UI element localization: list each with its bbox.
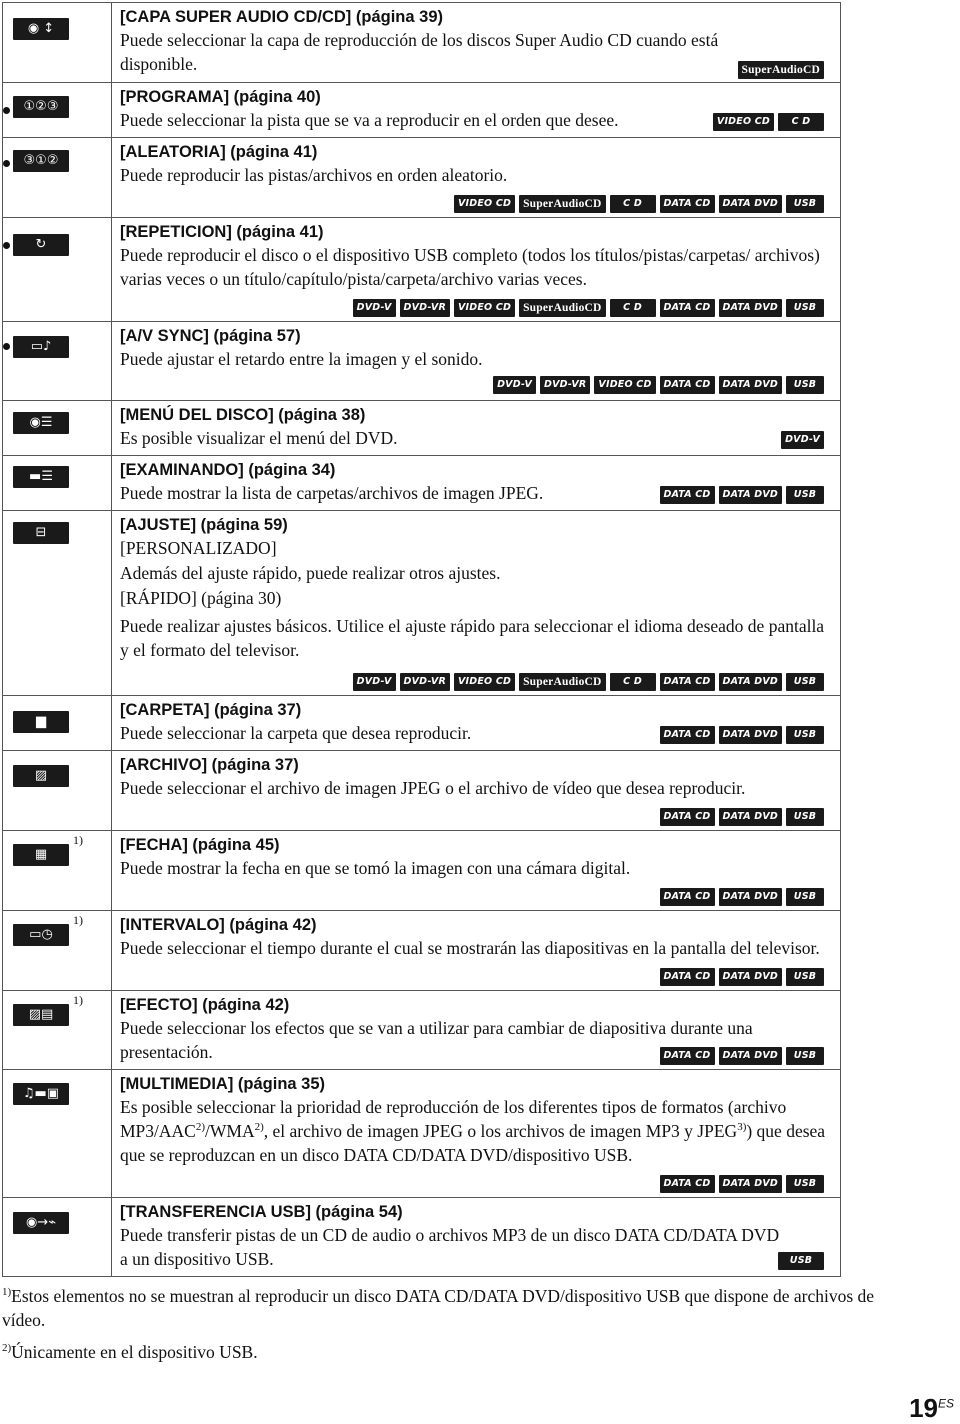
row-title: [ALEATORIA] (página 41): [120, 143, 318, 161]
icon-cell: [3, 218, 112, 321]
badge: DATA CD: [660, 673, 715, 691]
page-language-suffix: ES: [937, 1396, 954, 1411]
badge: DVD-VR: [540, 376, 590, 394]
row-text: [120, 1095, 830, 1167]
badge: USB: [786, 673, 824, 691]
badge: DATA DVD: [719, 376, 782, 394]
text-cell: [112, 696, 841, 750]
icon-cell: [3, 83, 112, 137]
row-text: Puede transferir pistas de un CD de audio o archivos MP3 de un disco DATA CD/DATA DVD a un dispositivo USB.: [120, 1225, 780, 1269]
row-title: [TRANSFERENCIA USB] (página 54): [120, 1203, 403, 1221]
badge: C D: [610, 673, 656, 691]
text-part: Es posible seleccionar la prioridad de reproducción de los diferentes tipos de formatos (archivo MP3/AAC: [120, 1097, 787, 1141]
icon-cell: [3, 991, 112, 1069]
badge: USB: [786, 1047, 824, 1065]
row-title: [MENÚ DEL DISCO] (página 38): [120, 406, 366, 424]
text-cell: [112, 911, 841, 990]
icon-cell: [3, 696, 112, 750]
icon-cell: [3, 831, 112, 910]
footnote-ref: 1): [73, 833, 83, 847]
table-row: [3, 218, 841, 322]
badge: DATA CD: [660, 486, 715, 504]
badge: C D: [778, 113, 824, 131]
row-text: Es posible visualizar el menú del DVD.: [120, 428, 398, 448]
footnote-ref: 1): [73, 913, 83, 927]
disc-badges: [713, 113, 824, 131]
table-row: [3, 831, 841, 911]
badge: C D: [610, 299, 656, 317]
text-cell: [112, 456, 841, 510]
footnote: [2, 1340, 902, 1364]
disc-badges: [660, 888, 824, 906]
row-title: [A/V SYNC] (página 57): [120, 327, 301, 345]
row-text: Puede mostrar la fecha en que se tomó la imagen con una cámara digital.: [120, 858, 631, 878]
badge: DATA DVD: [719, 195, 782, 213]
badge: SuperAudioCD: [519, 195, 605, 213]
row-title: [REPETICION] (página 41): [120, 223, 324, 241]
badge: USB: [786, 1175, 824, 1193]
badge: DATA CD: [660, 726, 715, 744]
repeat-icon: ↻: [13, 234, 69, 256]
row-title: [INTERVALO] (página 42): [120, 916, 317, 934]
row-text: Puede ajustar el retardo entre la imagen y el sonido.: [120, 349, 483, 369]
disc-badges: [353, 673, 824, 691]
disc-badges: [738, 61, 824, 79]
badge: USB: [786, 888, 824, 906]
table-row: [3, 1198, 841, 1277]
text-part: /WMA: [205, 1121, 255, 1141]
file-image-icon: ▨: [13, 765, 69, 787]
bullet-dot: [3, 160, 10, 167]
text-cell: [112, 218, 841, 321]
badge: DATA CD: [660, 1047, 715, 1065]
row-title: [EFECTO] (página 42): [120, 996, 290, 1014]
browsing-icon: ▬☰: [13, 466, 69, 488]
multimedia-icon: ♫▬▣: [13, 1083, 69, 1105]
table-row: [3, 696, 841, 751]
disc-badges: [660, 726, 824, 744]
badge: USB: [786, 376, 824, 394]
icon-cell: [3, 3, 112, 82]
row-text: Puede realizar ajustes básicos. Utilice el ajuste rápido para seleccionar el idioma deseado de pantalla y el formato del televisor.: [120, 616, 825, 660]
row-title: [EXAMINANDO] (página 34): [120, 461, 336, 479]
disc-badges: [778, 1252, 824, 1270]
badge: DATA CD: [660, 195, 715, 213]
badge: DVD-VR: [400, 299, 450, 317]
folder-icon: ▆: [13, 711, 69, 733]
disc-badges: [454, 195, 824, 213]
badge: USB: [786, 968, 824, 986]
badge: VIDEO CD: [454, 673, 515, 691]
footnote-ref: 2): [254, 1121, 264, 1134]
text-cell: [112, 991, 841, 1069]
icon-cell: [3, 401, 112, 455]
interval-clock-icon: ▭◷: [13, 924, 69, 946]
badge: SuperAudioCD: [519, 673, 605, 691]
bullet-dot: [3, 107, 10, 114]
badge: USB: [786, 299, 824, 317]
row-text: Puede seleccionar el tiempo durante el cual se mostrarán las diapositivas en la pantalla del televisor.: [120, 938, 820, 958]
row-text: Puede reproducir el disco o el dispositivo USB completo (todos los títulos/pistas/carpetas/ archivos) varias veces o un título/capítulo/pista/carpeta/archivo varias veces.: [120, 245, 820, 289]
subsection-title: [PERSONALIZADO]: [120, 538, 277, 558]
icon-cell: [3, 1198, 112, 1276]
badge: SuperAudioCD: [738, 61, 824, 79]
badge: USB: [786, 486, 824, 504]
row-text: Puede seleccionar la pista que se va a reproducir en el orden que desee.: [120, 110, 619, 130]
page-number: [909, 1393, 954, 1424]
icon-cell: [3, 911, 112, 990]
icon-cell: [3, 138, 112, 217]
table-row: [3, 751, 841, 831]
disc-badges: [660, 1175, 824, 1193]
table-row: [3, 3, 841, 83]
row-text: Puede seleccionar el archivo de imagen JPEG o el archivo de vídeo que desea reproducir.: [120, 778, 746, 798]
function-table: [2, 2, 841, 1277]
page-number-value: 19: [909, 1393, 938, 1423]
sacd-layer-icon: ◉ ↕: [13, 18, 69, 40]
text-cell: [112, 322, 841, 400]
row-text: Puede seleccionar la carpeta que desea reproducir.: [120, 723, 472, 743]
badge: DATA CD: [660, 808, 715, 826]
setup-toolbox-icon: ⊟: [13, 522, 69, 544]
disc-badges: [660, 808, 824, 826]
badge: DVD-VR: [400, 673, 450, 691]
effect-icon: ▨▤: [13, 1004, 69, 1026]
text-cell: [112, 83, 841, 137]
program-icon: ①②③: [13, 96, 69, 118]
badge: DVD-V: [353, 299, 396, 317]
icon-cell: [3, 751, 112, 830]
footnote-mark: 2): [2, 1342, 12, 1355]
row-text: Puede mostrar la lista de carpetas/archivos de imagen JPEG.: [120, 483, 544, 503]
text-cell: [112, 511, 841, 695]
disc-badges: [353, 299, 824, 317]
badge: DATA DVD: [719, 808, 782, 826]
table-row: [3, 1070, 841, 1198]
row-text: Además del ajuste rápido, puede realizar otros ajustes.: [120, 563, 501, 583]
row-text: Puede seleccionar la capa de reproducción de los discos Super Audio CD cuando está disponible.: [120, 30, 719, 74]
footnote-mark: 1): [2, 1286, 12, 1299]
badge: DVD-V: [353, 673, 396, 691]
badge: USB: [786, 726, 824, 744]
row-title: [ARCHIVO] (página 37): [120, 756, 299, 774]
text-cell: [112, 831, 841, 910]
row-title: [FECHA] (página 45): [120, 836, 280, 854]
disc-badges: [781, 431, 824, 449]
disc-badges: [493, 376, 824, 394]
row-title: [CAPA SUPER AUDIO CD/CD] (página 39): [120, 8, 443, 26]
badge: C D: [610, 195, 656, 213]
badge: VIDEO CD: [454, 195, 515, 213]
badge: DATA DVD: [719, 888, 782, 906]
badge: DATA CD: [660, 888, 715, 906]
text-cell: [112, 1198, 841, 1276]
text-cell: [112, 401, 841, 455]
disc-menu-icon: ◉☰: [13, 412, 69, 434]
shuffle-icon: ③①②: [13, 150, 69, 172]
badge: USB: [778, 1252, 824, 1270]
badge: VIDEO CD: [594, 376, 655, 394]
badge: DATA DVD: [719, 673, 782, 691]
badge: DATA DVD: [719, 299, 782, 317]
usb-transfer-icon: ◉→⌁: [13, 1212, 69, 1234]
table-row: [3, 401, 841, 456]
bullet-dot: [3, 242, 10, 249]
disc-badges: [660, 1047, 824, 1065]
row-title: [MULTIMEDIA] (página 35): [120, 1075, 326, 1093]
subsection-title: [RÁPIDO] (página 30): [120, 588, 282, 608]
badge: DATA DVD: [719, 968, 782, 986]
bullet-dot: [3, 343, 10, 350]
disc-badges: [660, 486, 824, 504]
badge: DATA DVD: [719, 1047, 782, 1065]
text-cell: [112, 751, 841, 830]
text-part: ) que desea que se reproduzcan en un disco DATA CD/DATA DVD/dispositivo USB.: [120, 1121, 826, 1165]
badge: VIDEO CD: [713, 113, 774, 131]
footnote-ref: 1): [73, 993, 83, 1007]
icon-cell: [3, 1070, 112, 1197]
date-calendar-icon: ▦: [13, 844, 69, 866]
footnote-ref: 2): [195, 1121, 206, 1134]
table-row: [3, 83, 841, 138]
badge: DATA CD: [660, 968, 715, 986]
footnote: [2, 1284, 902, 1332]
table-row: [3, 322, 841, 401]
badge: DATA DVD: [719, 1175, 782, 1193]
row-text: Puede reproducir las pistas/archivos en orden aleatorio.: [120, 165, 508, 185]
table-row: [3, 138, 841, 218]
table-row: [3, 511, 841, 696]
footnote-text: Estos elementos no se muestran al reproducir un disco DATA CD/DATA DVD/dispositivo USB que dispone de archivos de vídeo.: [2, 1286, 875, 1330]
badge: VIDEO CD: [454, 299, 515, 317]
text-cell: [112, 138, 841, 217]
table-row: [3, 456, 841, 511]
badge: DATA DVD: [719, 486, 782, 504]
row-title: [AJUSTE] (página 59): [120, 516, 288, 534]
text-part: , el archivo de imagen JPEG o los archivos de imagen MP3 y JPEG: [263, 1121, 738, 1141]
av-sync-icon: ▭♪: [13, 336, 69, 358]
disc-badges: [660, 968, 824, 986]
text-cell: [112, 1070, 841, 1197]
badge: DVD-V: [781, 431, 824, 449]
badge: DATA CD: [660, 376, 715, 394]
table-row: [3, 911, 841, 991]
row-title: [PROGRAMA] (página 40): [120, 88, 321, 106]
icon-cell: [3, 456, 112, 510]
icon-cell: [3, 511, 112, 695]
badge: DATA CD: [660, 1175, 715, 1193]
row-text: Puede seleccionar los efectos que se van a utilizar para cambiar de diapositiva durante una presentación.: [120, 1018, 753, 1062]
footnote-text: Únicamente en el dispositivo USB.: [11, 1342, 258, 1362]
badge: DATA DVD: [719, 726, 782, 744]
text-cell: [112, 3, 841, 82]
badge: SuperAudioCD: [519, 299, 605, 317]
badge: USB: [786, 808, 824, 826]
footnote-ref: 3): [737, 1121, 747, 1134]
row-title: [CARPETA] (página 37): [120, 701, 302, 719]
table-row: [3, 991, 841, 1070]
icon-cell: [3, 322, 112, 400]
badge: USB: [786, 195, 824, 213]
badge: DATA CD: [660, 299, 715, 317]
badge: DVD-V: [493, 376, 536, 394]
